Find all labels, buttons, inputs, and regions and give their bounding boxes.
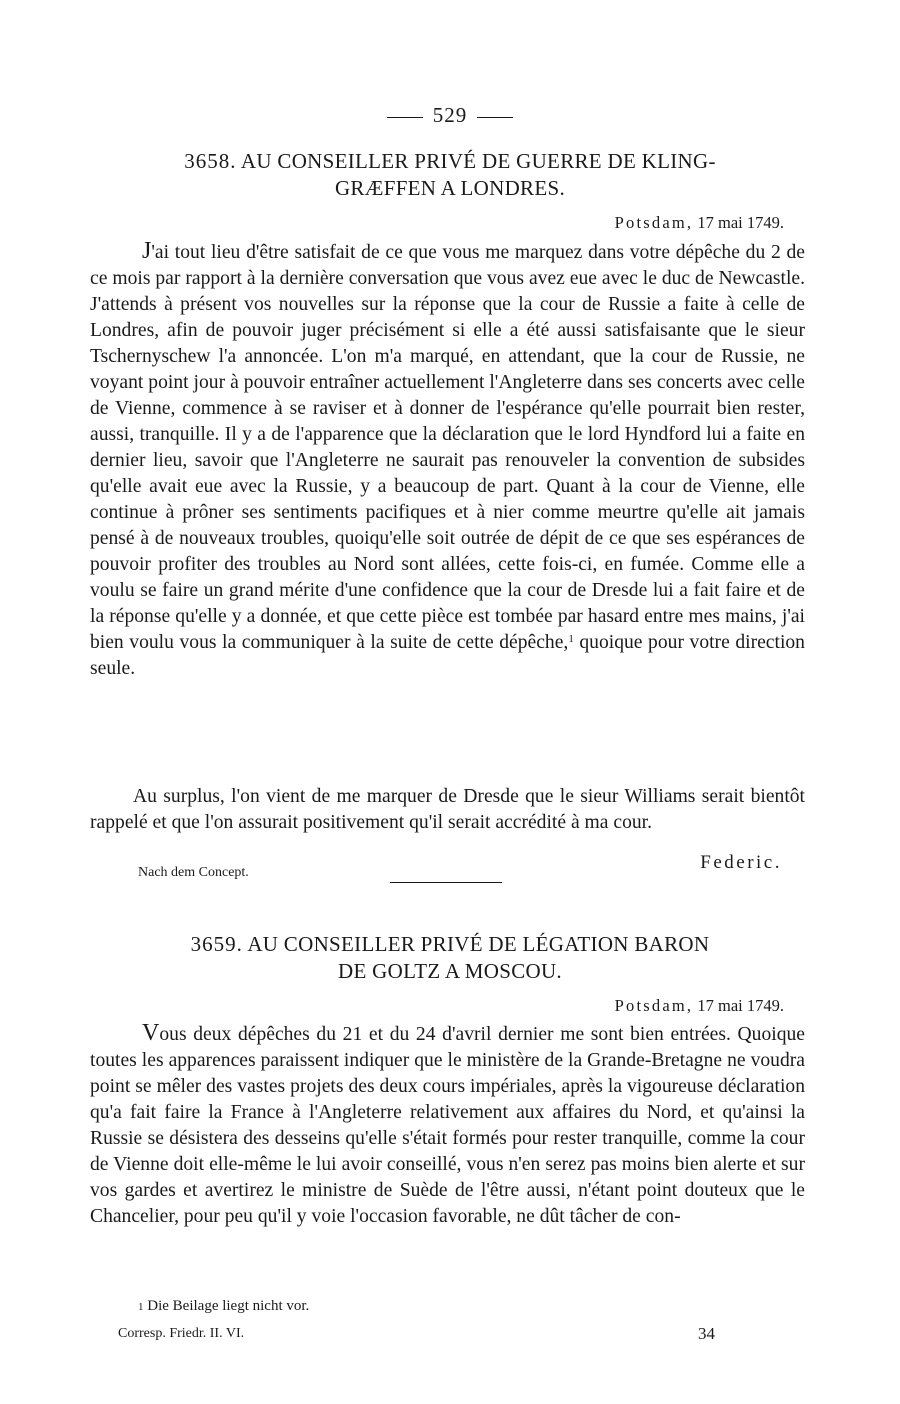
- letter-3659-paragraph-1: Vous deux dépêches du 21 et du 24 d'avril dernier me sont bien entrées. Quoique toutes les apparences paraissent indiquer que le ministère de la Grande-Bretagne ne voudra point se mêler des vastes projets des deux cours impériales, après la vigoureuse déclaration qu'a fait faire la France à l'Angleterre relativement aux affaires du Nord, et qu'ainsi la Russie se désistera des desseins qu'elle s'était formés pour rester tranquille, comme la cour de Vienne doit elle-même le lui avoir conseillé, vous n'en serez pas moins bien alerte et sur vos gardes et avertirez le ministre de Suède de l'être aussi, n'étant point douteux que le Chancelier, pour peu qu'il y voie l'occasion favorable, ne dût tâcher de con-: [90, 1020, 805, 1227]
- page-number-dash-left: [387, 117, 423, 118]
- section-separator: [390, 882, 502, 883]
- footnote-reference: 1: [568, 633, 574, 645]
- letter-3659-heading-line1: 3659. AU CONSEILLER PRIVÉ DE LÉGATION BARON: [190, 932, 710, 956]
- letter-3659-heading-line2: DE GOLTZ A MOSCOU.: [338, 959, 562, 983]
- page-number-dash-right: [477, 117, 513, 118]
- footnote-marker: 1: [138, 1301, 144, 1313]
- letter-3658-heading: [110, 148, 790, 202]
- letter-3658-heading-line1: 3658. AU CONSEILLER PRIVÉ DE GUERRE DE KLING-: [184, 149, 716, 173]
- letter-3659-dateline: Potsdam, 17 mai 1749.: [614, 996, 784, 1015]
- letter-3658-signature: Federic.: [700, 852, 782, 873]
- footnote-text: Die Beilage liegt nicht vor.: [147, 1298, 310, 1314]
- letter-3659-heading: [110, 931, 790, 985]
- page-number: 529: [370, 103, 530, 128]
- footnote: [138, 1298, 309, 1315]
- footer-sheet-number: 34: [698, 1324, 715, 1343]
- letter-3658-paragraph-1: J'ai tout lieu d'être satisfait de ce que vous me marquez dans votre dépêche du 2 de ce mois par rapport à la dernière conversation que vous avez eue avec le duc de Newcastle. J'attends à présent vos nouvelles sur la réponse que la cour de Russie a faite à celle de Londres, afin de pouvoir juger précisément si elle a été aussi satisfaisante que le sieur Tschernyschew l'a annoncée. L'on m'a marqué, en attendant, que la cour de Russie, ne voyant point jour à pouvoir entraîner actuellement l'Angleterre dans ses concerts avec celle de Vienne, commence à se raviser et à donner de l'espérance qu'elle pourrait bien rester, aussi, tranquille. Il y a de l'apparence que la déclaration que le lord Hyndford lui a faite en dernier lieu, savoir que l'Angleterre ne saurait pas renouveler la convention de subsides qu'elle avait eue avec la Russie, y a beaucoup de part. Quant à la cour de Vienne, elle continue à prôner ses sentiments pacifiques et à nier comme meurtre qu'elle ait jamais pensé à de nouveaux troubles, quoiqu'elle soit outrée de dépit de ce que ses espérances de pouvoir profiter des troubles au Nord sont allées, cette fois-ci, en fumée. Comme elle a voulu se faire un grand mérite d'une confidence que la cour de Dresde lui a fait faire et de la réponse qu'elle y a donnée, et que cette pièce est tombée par hasard entre mes mains, j'ai bien voulu vous la communiquer à la suite de cette dépêche,$^1$ quoique pour votre direction seule.: [90, 238, 805, 679]
- footer-series: Corresp. Friedr. II. VI.: [118, 1326, 245, 1341]
- letter-3658-paragraph-2: Au surplus, l'on vient de me marquer de Dresde que le sieur Williams serait bientôt rappelé et que l'on assurait positivement qu'il serait accrédité à ma cour.: [90, 786, 805, 833]
- letter-3658-dateline: Potsdam, 17 mai 1749.: [614, 213, 784, 232]
- letter-3658-source-note: Nach dem Concept.: [138, 865, 249, 880]
- letter-3658-heading-line2: GRÆFFEN A LONDRES.: [334, 176, 566, 200]
